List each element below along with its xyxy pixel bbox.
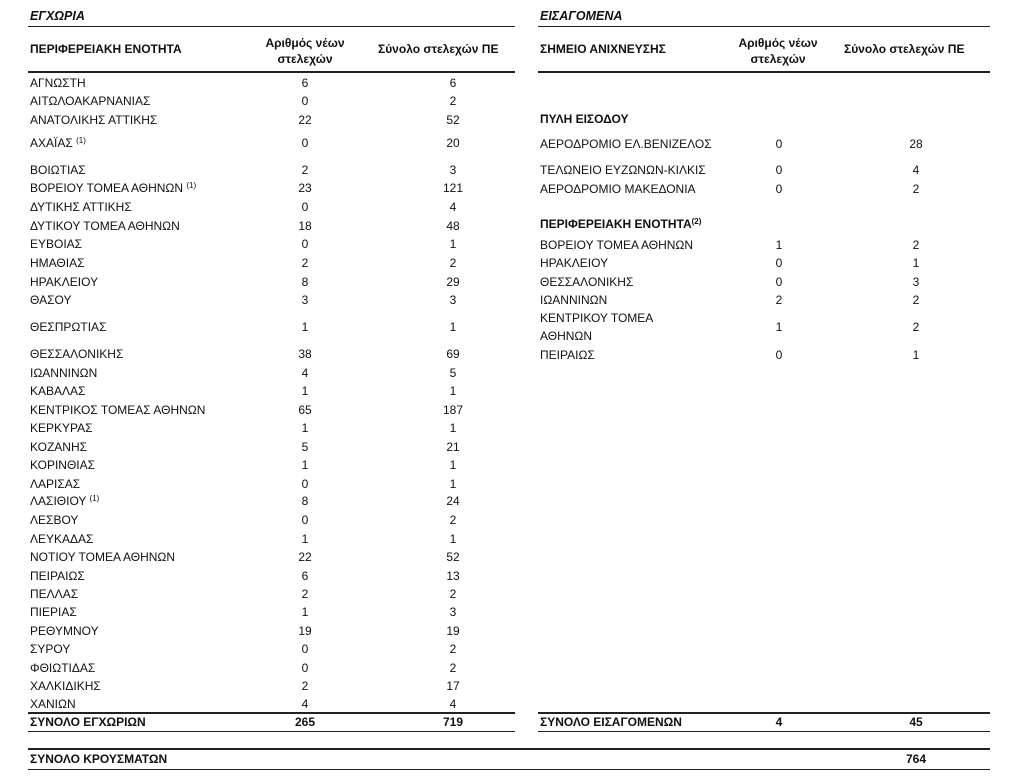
domestic-row-total: 20 — [446, 136, 460, 150]
domestic-row-name-text: ΛΑΣΙΘΙΟΥ — [30, 494, 87, 508]
domestic-row-name-text: ΧΑΝΙΩΝ — [30, 697, 76, 711]
domestic-row-name — [30, 273, 98, 291]
domestic-row-footnote: (1) — [76, 136, 86, 145]
region-row-name-text: ΚΕΝΤΡΙΚΟΥ ΤΟΜΕΑ — [540, 311, 654, 325]
domestic-row-name-text: ΦΘΙΩΤΙΔΑΣ — [30, 661, 96, 675]
domestic-row — [30, 456, 515, 474]
domestic-row-total: 5 — [449, 366, 457, 380]
domestic-row-name-text: ΚΕΝΤΡΙΚΟΣ ΤΟΜΕΑΣ ΑΘΗΝΩΝ — [30, 403, 206, 417]
domestic-row-new: 6 — [301, 569, 309, 583]
domestic-row-name-text: ΑΧΑΪΑΣ — [30, 136, 73, 150]
domestic-row — [30, 548, 515, 566]
domestic-row-new: 23 — [298, 181, 312, 195]
domestic-row — [30, 364, 515, 382]
domestic-row-name-text: ΔΥΤΙΚΗΣ ΑΤΤΙΚΗΣ — [30, 200, 132, 214]
domestic-row — [30, 161, 515, 179]
gate-row-total: 4 — [912, 163, 920, 177]
domestic-row — [30, 419, 515, 437]
domestic-total-row — [30, 713, 515, 731]
domestic-row-name — [30, 438, 87, 456]
imported-header-rule — [538, 71, 990, 73]
imported-header-new-line2: στελεχών — [750, 52, 806, 66]
domestic-row-new: 19 — [298, 624, 312, 638]
domestic-row-name-text: ΘΕΣΣΑΛΟΝΙΚΗΣ — [30, 347, 124, 361]
region-row-name — [540, 346, 595, 364]
domestic-row-total: 4 — [449, 200, 457, 214]
domestic-row-name — [30, 419, 93, 437]
imported-header-new — [728, 35, 828, 67]
domestic-row-name — [30, 92, 150, 110]
region-row-name-text: ΙΩΑΝΝΙΝΩΝ — [540, 293, 608, 307]
domestic-row-footnote: (1) — [89, 494, 100, 503]
domestic-section-title: ΕΓΧΩΡΙΑ — [30, 9, 85, 23]
domestic-row-new: 1 — [301, 458, 309, 472]
grand-total-value: 764 — [905, 752, 927, 766]
domestic-row-name-text: ΔΥΤΙΚΟΥ ΤΟΜΕΑ ΑΘΗΝΩΝ — [30, 219, 180, 233]
domestic-row-total: 17 — [446, 679, 460, 693]
domestic-row-total: 1 — [449, 458, 457, 472]
domestic-row — [30, 273, 515, 291]
region-row-name-text: ΘΕΣΣΑΛΟΝΙΚΗΣ — [540, 275, 634, 289]
region-row — [540, 254, 990, 272]
domestic-row-name — [30, 567, 85, 585]
domestic-total-rule-bottom — [28, 731, 515, 732]
gate-row-total: 28 — [909, 137, 923, 151]
domestic-row-new: 2 — [301, 256, 309, 270]
domestic-row — [30, 111, 515, 129]
imported-total-label: ΣΥΝΟΛΟ ΕΙΣΑΓΟΜΕΝΩΝ — [540, 715, 682, 729]
imported-total-new: 4 — [775, 715, 783, 729]
region-row — [540, 311, 990, 343]
domestic-row-name-text: ΠΕΙΡΑΙΩΣ — [30, 569, 85, 583]
gate-row — [540, 161, 990, 179]
domestic-row-new: 38 — [298, 347, 312, 361]
domestic-row-total: 6 — [449, 76, 457, 90]
domestic-row-total: 1 — [449, 384, 457, 398]
gate-row-new: 0 — [775, 163, 783, 177]
domestic-row-name — [30, 456, 95, 474]
imported-header-total: Σύνολο στελεχών ΠΕ — [844, 42, 965, 56]
domestic-row-name — [30, 511, 78, 529]
domestic-row-total: 2 — [449, 513, 457, 527]
grand-total-label: ΣΥΝΟΛΟ ΚΡΟΥΣΜΑΤΩΝ — [30, 752, 168, 766]
domestic-row-total: 1 — [449, 320, 457, 334]
domestic-row-name — [30, 677, 101, 695]
domestic-row-name-text: ΗΡΑΚΛΕΙΟΥ — [30, 275, 99, 289]
domestic-row-name — [30, 475, 80, 493]
region-row-total: 2 — [912, 293, 920, 307]
domestic-row-new: 1 — [301, 384, 309, 398]
domestic-row-name — [30, 585, 78, 603]
domestic-row — [30, 530, 515, 548]
domestic-row-name — [30, 161, 86, 179]
domestic-row-name-text: ΧΑΛΚΙΔΙΚΗΣ — [30, 679, 101, 693]
domestic-row-name — [30, 74, 86, 92]
region-subheading-label: ΠΕΡΙΦΕΡΕΙΑΚΗ ΕΝΟΤΗΤΑ — [540, 217, 692, 231]
domestic-row-name — [30, 622, 99, 640]
gate-row-name — [540, 161, 706, 179]
domestic-row-total: 2 — [449, 587, 457, 601]
domestic-row-name-text: ΚΟΖΑΝΗΣ — [30, 440, 88, 454]
domestic-row-name — [30, 492, 99, 510]
domestic-row — [30, 677, 515, 695]
domestic-total-total: 719 — [442, 715, 464, 729]
gate-row-new: 0 — [775, 182, 783, 196]
domestic-row-name — [30, 695, 76, 713]
region-row-new: 2 — [775, 293, 783, 307]
imported-header-point: ΣΗΜΕΙΟ ΑΝΙΧΝΕΥΣΗΣ — [540, 42, 666, 56]
domestic-row — [30, 695, 515, 713]
region-row-name — [540, 273, 633, 291]
domestic-row-total: 1 — [449, 421, 457, 435]
domestic-row-name — [30, 401, 205, 419]
domestic-row-total: 1 — [449, 477, 457, 491]
domestic-row-total: 52 — [446, 550, 460, 564]
domestic-row-name — [30, 640, 70, 658]
domestic-row-total: 1 — [449, 532, 457, 546]
domestic-row-name — [30, 291, 72, 309]
domestic-row-total: 21 — [446, 440, 460, 454]
domestic-row-total: 121 — [442, 181, 464, 195]
domestic-header-total: Σύνολο στελεχών ΠΕ — [378, 42, 499, 56]
region-row — [540, 236, 990, 254]
domestic-row-name-text: ΒΟΡΕΙΟΥ ΤΟΜΕΑ ΑΘΗΝΩΝ — [30, 181, 184, 195]
gate-row-name-text: ΑΕΡΟΔΡΟΜΙΟ ΕΛ.ΒΕΝΙΖΕΛΟΣ — [540, 137, 712, 151]
domestic-row — [30, 74, 515, 92]
domestic-row — [30, 438, 515, 456]
domestic-row-new: 0 — [301, 642, 309, 656]
domestic-row-name-text: ΡΕΘΥΜΝΟΥ — [30, 624, 99, 638]
imported-header-new-line1: Αριθμός νέων — [738, 36, 818, 50]
domestic-row-total: 13 — [446, 569, 460, 583]
domestic-row-name-text: ΗΜΑΘΙΑΣ — [30, 256, 85, 270]
domestic-row-name — [30, 364, 97, 382]
domestic-row-total: 4 — [449, 697, 457, 711]
domestic-row-new: 2 — [301, 163, 309, 177]
domestic-row-new: 0 — [301, 237, 309, 251]
domestic-row-name-text: ΚΟΡΙΝΘΙΑΣ — [30, 458, 96, 472]
domestic-row-total: 1 — [449, 237, 457, 251]
region-subheading-footnote: (2) — [691, 217, 702, 226]
domestic-row-total: 2 — [449, 256, 457, 270]
domestic-row-name-text: ΠΙΕΡΙΑΣ — [30, 605, 77, 619]
domestic-row-name-text: ΣΥΡΟΥ — [30, 642, 71, 656]
domestic-row-total: 2 — [449, 94, 457, 108]
domestic-title-rule — [28, 26, 515, 27]
grand-total-row — [30, 750, 990, 768]
domestic-row-new: 5 — [301, 440, 309, 454]
domestic-row — [30, 659, 515, 677]
domestic-row-name-text: ΚΕΡΚΥΡΑΣ — [30, 421, 93, 435]
domestic-row-new: 22 — [298, 550, 312, 564]
region-row-total: 1 — [912, 256, 920, 270]
domestic-row-name — [30, 198, 132, 216]
domestic-row-name — [30, 382, 85, 400]
region-row-name — [540, 291, 607, 309]
domestic-row-name — [30, 217, 180, 235]
gate-row-name-text: ΤΕΛΩΝΕΙΟ ΕΥΖΩΝΩΝ-ΚΙΛΚΙΣ — [540, 163, 706, 177]
imported-section-title: ΕΙΣΑΓΟΜΕΝΑ — [540, 9, 623, 23]
domestic-row-name — [30, 134, 86, 152]
gate-row-name — [540, 180, 696, 198]
domestic-row — [30, 492, 515, 510]
domestic-row-new: 4 — [301, 697, 309, 711]
domestic-row — [30, 217, 515, 235]
domestic-row — [30, 179, 515, 197]
domestic-row — [30, 134, 515, 152]
domestic-total-label: ΣΥΝΟΛΟ ΕΓΧΩΡΙΩΝ — [30, 715, 146, 729]
region-row — [540, 346, 990, 364]
domestic-row-new: 6 — [301, 76, 309, 90]
domestic-row-total: 3 — [449, 293, 457, 307]
region-row-name-line2: ΑΘΗΝΩΝ — [540, 329, 593, 343]
gate-row — [540, 135, 990, 153]
domestic-row-new: 2 — [301, 679, 309, 693]
domestic-row-new: 0 — [301, 513, 309, 527]
imported-total-rule-bottom — [538, 731, 990, 732]
region-row-total: 3 — [912, 275, 920, 289]
domestic-row-total: 69 — [446, 347, 460, 361]
domestic-row-name-text: ΒΟΙΩΤΙΑΣ — [30, 163, 86, 177]
domestic-row — [30, 603, 515, 621]
domestic-row — [30, 585, 515, 603]
gate-row-name-text: ΑΕΡΟΔΡΟΜΙΟ ΜΑΚΕΔΟΝΙΑ — [540, 182, 696, 196]
domestic-row-new: 65 — [298, 403, 312, 417]
domestic-row-name — [30, 603, 77, 621]
region-row-new: 0 — [775, 275, 783, 289]
domestic-row-name — [30, 235, 82, 253]
domestic-row-new: 22 — [298, 113, 312, 127]
domestic-row-new: 1 — [301, 421, 309, 435]
domestic-header-new — [255, 35, 355, 67]
region-row-new: 0 — [775, 256, 783, 270]
gate-row-new: 0 — [775, 137, 783, 151]
domestic-header-region: ΠΕΡΙΦΕΡΕΙΑΚΗ ΕΝΟΤΗΤΑ — [30, 42, 182, 56]
domestic-row-name-text: ΕΥΒΟΙΑΣ — [30, 237, 83, 251]
domestic-row-name — [30, 548, 175, 566]
region-row-new: 1 — [775, 320, 783, 334]
domestic-row-name — [30, 111, 157, 129]
region-row — [540, 291, 990, 309]
domestic-row-name-text: ΝΟΤΙΟΥ ΤΟΜΕΑ ΑΘΗΝΩΝ — [30, 550, 176, 564]
domestic-row-name — [30, 318, 106, 336]
domestic-row-name-text: ΛΑΡΙΣΑΣ — [30, 477, 81, 491]
imported-total-total: 45 — [909, 715, 923, 729]
gate-row-total: 2 — [912, 182, 920, 196]
domestic-row-name-text: ΚΑΒΑΛΑΣ — [30, 384, 86, 398]
domestic-row-name-text: ΛΕΣΒΟΥ — [30, 513, 79, 527]
domestic-total-new: 265 — [294, 715, 316, 729]
region-subheading — [540, 217, 701, 231]
domestic-row-name-text: ΑΝΑΤΟΛΙΚΗΣ ΑΤΤΙΚΗΣ — [30, 113, 158, 127]
domestic-row-new: 2 — [301, 587, 309, 601]
grand-total-rule-bottom — [28, 769, 990, 770]
domestic-row-total: 52 — [446, 113, 460, 127]
gate-row-name — [540, 135, 712, 153]
domestic-row-total: 24 — [446, 494, 460, 508]
domestic-row-new: 1 — [301, 605, 309, 619]
imported-title-rule — [538, 26, 990, 27]
domestic-row-total: 48 — [446, 219, 460, 233]
domestic-row-total: 3 — [449, 605, 457, 619]
domestic-row — [30, 475, 515, 493]
region-row-name — [540, 309, 653, 345]
domestic-row — [30, 318, 515, 336]
domestic-row-total: 3 — [449, 163, 457, 177]
domestic-row — [30, 235, 515, 253]
region-row-name — [540, 254, 608, 272]
gate-subheading: ΠΥΛΗ ΕΙΣΟΔΟΥ — [540, 112, 629, 126]
domestic-row — [30, 511, 515, 529]
domestic-header-new-line2: στελεχών — [277, 52, 333, 66]
domestic-header-rule — [28, 71, 515, 73]
domestic-row-new: 0 — [301, 661, 309, 675]
domestic-header-new-line1: Αριθμός νέων — [265, 36, 345, 50]
domestic-row — [30, 382, 515, 400]
domestic-row-name-text: ΙΩΑΝΝΙΝΩΝ — [30, 366, 98, 380]
domestic-row-new: 18 — [298, 219, 312, 233]
domestic-row-name — [30, 659, 95, 677]
domestic-row-name-text: ΘΑΣΟΥ — [30, 293, 72, 307]
domestic-row — [30, 622, 515, 640]
domestic-row-new: 0 — [301, 477, 309, 491]
domestic-row-name-text: ΠΕΛΛΑΣ — [30, 587, 79, 601]
domestic-row — [30, 401, 515, 419]
domestic-row — [30, 640, 515, 658]
domestic-row-name-text: ΘΕΣΠΡΩΤΙΑΣ — [30, 320, 107, 334]
domestic-row-new: 8 — [301, 494, 309, 508]
domestic-row — [30, 254, 515, 272]
region-row-new: 0 — [775, 348, 783, 362]
domestic-row-footnote: (1) — [186, 181, 197, 190]
domestic-row-total: 2 — [449, 661, 457, 675]
domestic-row-total: 19 — [446, 624, 460, 638]
domestic-row-name — [30, 345, 123, 363]
domestic-row-new: 4 — [301, 366, 309, 380]
domestic-row-new: 1 — [301, 532, 309, 546]
domestic-row — [30, 198, 515, 216]
gate-row — [540, 180, 990, 198]
domestic-row-name — [30, 179, 196, 197]
domestic-row-new: 1 — [301, 320, 309, 334]
domestic-row-new: 0 — [301, 200, 309, 214]
domestic-row — [30, 567, 515, 585]
domestic-row-total: 2 — [449, 642, 457, 656]
region-row-name-text: ΗΡΑΚΛΕΙΟΥ — [540, 256, 609, 270]
domestic-row-new: 0 — [301, 94, 309, 108]
domestic-row — [30, 345, 515, 363]
region-row-new: 1 — [775, 238, 783, 252]
domestic-row-total: 187 — [442, 403, 464, 417]
domestic-row-name — [30, 254, 85, 272]
domestic-row-new: 0 — [301, 136, 309, 150]
domestic-row-new: 3 — [301, 293, 309, 307]
region-row-total: 2 — [912, 238, 920, 252]
domestic-row-total: 29 — [446, 275, 460, 289]
domestic-row-name — [30, 530, 93, 548]
domestic-row-name-text: ΑΙΤΩΛΟΑΚΑΡΝΑΝΙΑΣ — [30, 94, 151, 108]
region-row-name — [540, 236, 693, 254]
domestic-row — [30, 291, 515, 309]
region-row-name-text: ΠΕΙΡΑΙΩΣ — [540, 348, 595, 362]
domestic-row — [30, 92, 515, 110]
region-row-name-text: ΒΟΡΕΙΟΥ ΤΟΜΕΑ ΑΘΗΝΩΝ — [540, 238, 694, 252]
region-row-total: 1 — [912, 348, 920, 362]
domestic-row-name-text: ΛΕΥΚΑΔΑΣ — [30, 532, 94, 546]
imported-total-row — [540, 713, 990, 731]
domestic-row-name-text: ΑΓΝΩΣΤΗ — [30, 76, 86, 90]
domestic-row-new: 8 — [301, 275, 309, 289]
region-row-total: 2 — [912, 320, 920, 334]
region-row — [540, 273, 990, 291]
